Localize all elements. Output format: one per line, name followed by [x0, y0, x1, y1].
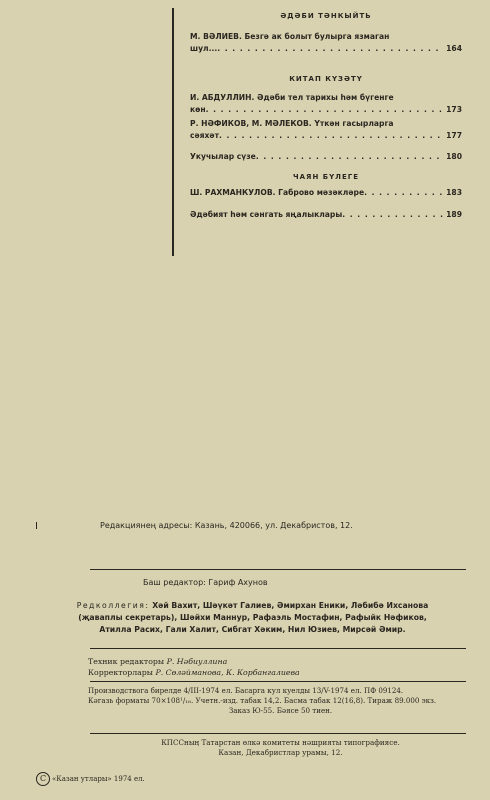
copyright-icon: C: [36, 772, 50, 786]
dot-leader: [342, 209, 443, 221]
toc-page-number: 177: [446, 131, 462, 140]
toc-entry-text: М. ВӘЛИЕВ. Безгә ак болыт булырга язмаган: [190, 32, 390, 41]
dot-leader: [217, 43, 443, 55]
editorial-board-line: Атилла Расих, Гали Халит, Сибгат Хәким, Нил Юзиев, Мирсәй Әмир.: [99, 625, 406, 634]
toc-entry[interactable]: [190, 209, 462, 221]
tech-editor-label: Техник редакторы: [88, 657, 165, 666]
divider: [90, 569, 466, 570]
toc-vertical-rule: [172, 8, 174, 256]
divider: [90, 681, 466, 682]
dot-leader: [219, 130, 443, 142]
printing-house-line: Казан, Декабристлар урамы, 12.: [218, 748, 343, 757]
toc-entry[interactable]: [190, 31, 462, 55]
copyright-text: «Казан утлары» 1974 ел.: [52, 775, 145, 783]
toc-entry[interactable]: [190, 151, 462, 163]
toc-page-number: 189: [446, 210, 462, 219]
table-of-contents: [172, 8, 462, 256]
toc-entry-text: Ш. РАХМАНКУЛОВ. Габрово мәзәкләре: [190, 188, 365, 197]
proofreaders-label: Корректорлары: [88, 668, 153, 677]
editorial-board-line: (җаваплы секретарь), Шәйхи Маннур, Рафаэль Мостафин, Рафыйк Нәфиков,: [78, 613, 427, 622]
printing-house-line: КПССның Татарстан өлкә комитеты нәшрияты типографиясе.: [161, 738, 400, 747]
toc-entry[interactable]: [190, 118, 462, 142]
toc-entry-text: сәяхәт: [190, 131, 219, 140]
toc-entry[interactable]: [190, 92, 462, 116]
toc-page-number: 164: [446, 44, 462, 53]
editorial-board: [50, 600, 455, 636]
dot-leader: [256, 151, 443, 163]
toc-entry-text: Укучылар сүзе: [190, 152, 256, 161]
chief-editor: Баш редактор: Гариф Ахунов: [143, 578, 268, 587]
technical-credits: [88, 656, 468, 678]
toc-page-number: 183: [446, 188, 462, 197]
editorial-board-line: Хәй Вахит, Шәүкәт Галиев, Әмирхан Еники, Ләбибә Ихсанова: [152, 601, 429, 610]
toc-entry-text: шул...: [190, 44, 218, 53]
editorial-address: Редакциянең адресы: Казань, 420066, ул. Декабристов, 12.: [100, 521, 353, 530]
tech-editor-name: Р. Нәбиуллина: [166, 657, 228, 666]
production-line: Кәгазь форматы 70×108¹/₁₆. Учетн.-изд. табак 14,2. Басма табак 12(16,8). Тираж 89.000 экз.: [88, 696, 437, 705]
dot-leader: [364, 187, 443, 199]
divider: [90, 648, 466, 649]
production-line: Производствога бирелде 4/III-1974 ел. Басарга кул куелды 13/V-1974 ел. ПФ 09124.: [88, 686, 404, 695]
margin-mark: [36, 522, 37, 529]
toc-entry-text: Әдәбият һәм сәнгать яңалыклары: [190, 210, 343, 219]
toc-section-title: КИТАП КҮЗӘТҮ: [289, 75, 363, 83]
proofreaders-names: Р. Сөләйманова, К. Корбангалиева: [155, 668, 300, 677]
copyright-notice: [36, 772, 145, 786]
toc-page-number: 180: [446, 152, 462, 161]
toc-page-number: 173: [446, 105, 462, 114]
editorial-board-label: Редколлегия:: [76, 601, 150, 610]
printing-house: [88, 738, 473, 758]
toc-section-title: ӘДӘБИ ТӘНКЫЙТЬ: [280, 12, 372, 20]
toc-entry-text: Р. НӘФИКОВ, М. МӘЛЕКОВ. Үткән гасырларга: [190, 119, 394, 128]
production-line: Заказ Ю-55. Бәясе 50 тиен.: [228, 706, 333, 715]
toc-entry[interactable]: [190, 187, 462, 199]
toc-entry-text: И. АБДУЛЛИН. Әдәби тел тарихы һәм бүгенге: [190, 93, 394, 102]
production-details: [88, 686, 473, 716]
divider: [90, 733, 466, 734]
toc-body: [190, 8, 462, 221]
toc-entry-text: көн: [190, 105, 206, 114]
toc-section-title: ЧАЯН БҮЛЕГЕ: [292, 173, 359, 181]
dot-leader: [206, 104, 444, 116]
